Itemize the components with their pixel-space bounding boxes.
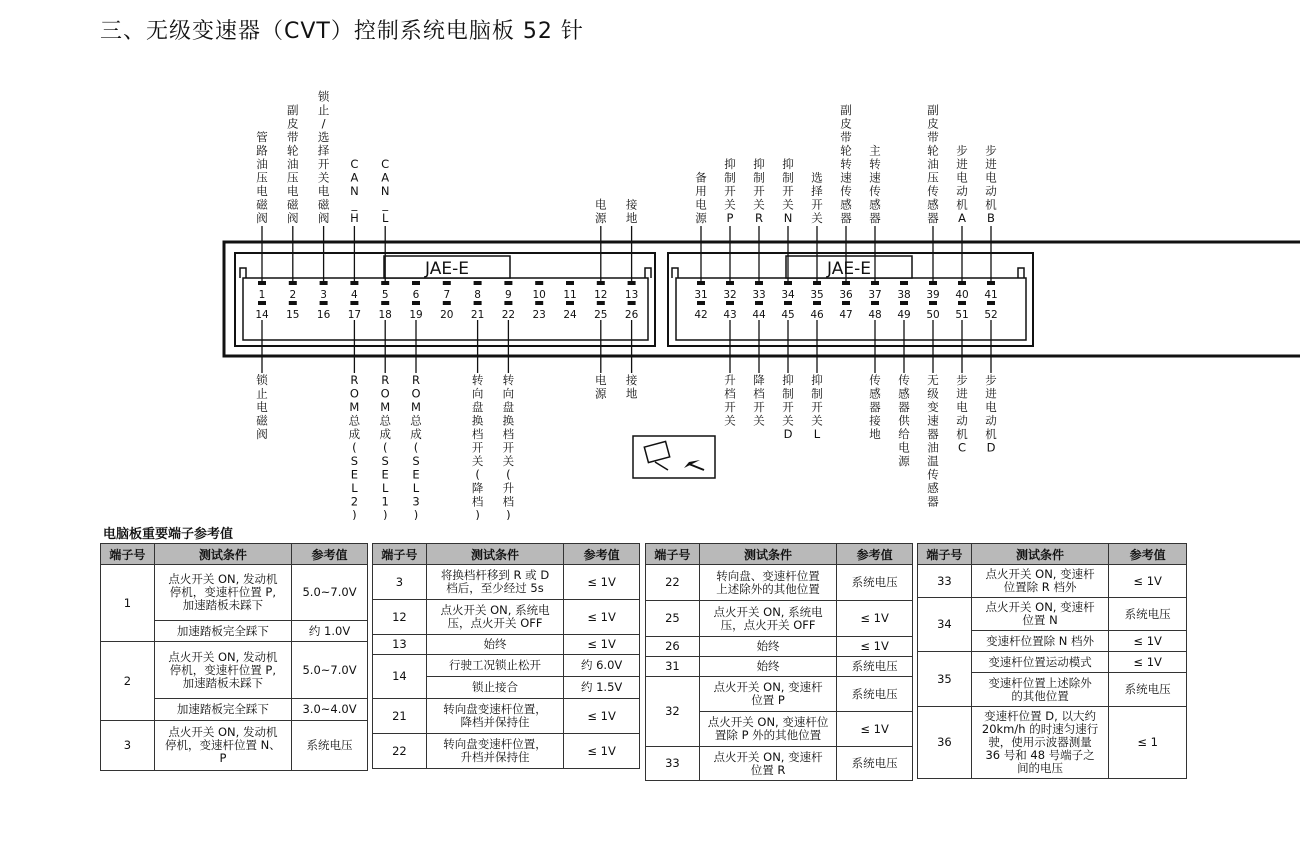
pin-16-contact bbox=[320, 301, 328, 305]
value-cell: ≤ 1V bbox=[564, 699, 640, 734]
terminal-cell: 34 bbox=[918, 598, 972, 652]
pin-21-contact bbox=[474, 301, 482, 305]
pin-12-number: 12 bbox=[594, 289, 608, 301]
pin-10-number: 10 bbox=[532, 289, 546, 301]
pin-22-number: 22 bbox=[501, 309, 516, 321]
page-title: 三、无级变速器（CVT）控制系统电脑板 52 针 bbox=[100, 19, 584, 44]
pin-40-number: 40 bbox=[955, 289, 969, 301]
value-cell: 系统电压 bbox=[837, 565, 913, 601]
pin-11-contact bbox=[566, 281, 574, 285]
pin-15-contact bbox=[289, 301, 297, 305]
pin-43-number: 43 bbox=[723, 309, 737, 321]
col-header-value: 参考值 bbox=[1109, 544, 1187, 565]
condition-cell: 变速杆位置 D, 以大约 20km/h 的时速匀速行 驶，使用示波器测量 36 号和 48 号端子之 间的电压 bbox=[971, 707, 1109, 779]
condition-cell: 加速踏板完全踩下 bbox=[154, 621, 291, 642]
condition-cell: 始终 bbox=[699, 657, 836, 677]
pin-50-number: 50 bbox=[926, 309, 940, 321]
terminal-cell: 31 bbox=[646, 657, 700, 677]
col-header-terminal: 端子号 bbox=[646, 544, 700, 565]
bottom-label-pin-14: 锁止电磁阀 bbox=[256, 373, 268, 441]
terminal-cell: 14 bbox=[373, 655, 427, 699]
value-cell: ≤ 1V bbox=[564, 565, 640, 600]
pin-33-number: 33 bbox=[752, 289, 766, 301]
top-label-pin-12: 电源 bbox=[595, 197, 607, 225]
terminal-cell: 12 bbox=[373, 600, 427, 635]
bottom-label-pin-25: 电源 bbox=[595, 373, 607, 401]
bottom-label-pin-52: 步进电动机 D bbox=[985, 373, 997, 455]
value-cell: 系统电压 bbox=[1109, 598, 1187, 631]
pin-43-contact bbox=[726, 301, 734, 305]
connector-probe-icon bbox=[633, 436, 715, 478]
condition-cell: 始终 bbox=[699, 637, 836, 657]
condition-cell: 点火开关 ON, 发动机 停机，变速杆位置 P, 加速踏板未踩下 bbox=[154, 642, 291, 699]
pin-50-contact bbox=[929, 301, 937, 305]
bottom-label-pin-48: 传感器接地 bbox=[869, 373, 881, 441]
col-header-condition: 测试条件 bbox=[426, 544, 563, 565]
pin-18-number: 18 bbox=[378, 309, 392, 321]
value-cell: 5.0~7.0V bbox=[292, 565, 368, 621]
terminal-cell: 22 bbox=[646, 565, 700, 601]
col-header-terminal: 端子号 bbox=[373, 544, 427, 565]
terminal-cell: 22 bbox=[373, 734, 427, 769]
pin-51-number: 51 bbox=[955, 309, 969, 321]
pin-41-number: 41 bbox=[984, 289, 998, 301]
condition-cell: 点火开关 ON, 变速杆 位置 P bbox=[699, 677, 836, 712]
pin-26-contact bbox=[628, 301, 636, 305]
col-header-value: 参考值 bbox=[292, 544, 368, 565]
pin-14-contact bbox=[258, 301, 266, 305]
pin-47-number: 47 bbox=[839, 309, 853, 321]
top-label-pin-2: 副皮带轮油压电磁阀 bbox=[287, 103, 299, 225]
condition-cell: 点火开关 ON, 系统电 压，点火开关 OFF bbox=[426, 600, 563, 635]
pin-17-contact bbox=[350, 301, 358, 305]
bottom-label-pin-22: 转向盘换档开关(升档) bbox=[502, 373, 515, 520]
value-cell: ≤ 1V bbox=[1109, 631, 1187, 652]
bottom-label-pin-44: 降档开关 bbox=[753, 373, 765, 428]
condition-cell: 加速踏板完全踩下 bbox=[154, 699, 291, 721]
pin-7-contact bbox=[443, 281, 451, 285]
value-cell: 系统电压 bbox=[292, 721, 368, 771]
pin-45-contact bbox=[784, 301, 792, 305]
pin-36-number: 36 bbox=[839, 289, 853, 301]
terminal-cell: 13 bbox=[373, 635, 427, 655]
top-label-pin-41: 步进电动机 B bbox=[985, 143, 997, 225]
pin-46-contact bbox=[813, 301, 821, 305]
value-cell: ≤ 1V bbox=[1109, 565, 1187, 598]
pin-52-number: 52 bbox=[984, 309, 998, 321]
pin-13-number: 13 bbox=[624, 289, 639, 301]
col-header-terminal: 端子号 bbox=[101, 544, 155, 565]
terminal-cell: 21 bbox=[373, 699, 427, 734]
pin-51-contact bbox=[958, 301, 966, 305]
value-cell: ≤ 1V bbox=[837, 637, 913, 657]
top-label-pin-13: 接地 bbox=[625, 197, 638, 225]
pin-19-contact bbox=[412, 301, 420, 305]
pin-1-number: 1 bbox=[258, 289, 266, 301]
top-label-pin-3: 锁止/选择开关电磁阀 bbox=[317, 89, 330, 225]
terminal-cell: 35 bbox=[918, 652, 972, 707]
value-cell: 3.0~4.0V bbox=[292, 699, 368, 721]
top-label-pin-1: 管路油压电磁阀 bbox=[256, 130, 268, 225]
bottom-label-pin-45: 抑制开关 D bbox=[782, 373, 794, 441]
terminal-cell: 3 bbox=[101, 721, 155, 771]
terminal-cell: 33 bbox=[918, 565, 972, 598]
pin-48-number: 48 bbox=[868, 309, 882, 321]
pin-8-contact bbox=[474, 281, 482, 285]
reference-table-2 bbox=[372, 543, 640, 769]
condition-cell: 点火开关 ON, 变速杆 位置 R bbox=[699, 747, 836, 781]
top-label-pin-34: 抑制开关 N bbox=[782, 157, 794, 225]
pin-17-number: 17 bbox=[347, 309, 362, 321]
pin-44-number: 44 bbox=[752, 309, 766, 321]
pin-38-contact bbox=[900, 281, 908, 285]
col-header-value: 参考值 bbox=[564, 544, 640, 565]
value-cell: ≤ 1V bbox=[837, 712, 913, 747]
condition-cell: 点火开关 ON, 变速杆 位置 N bbox=[971, 598, 1109, 631]
top-label-pin-37: 主转速传感器 bbox=[869, 143, 881, 225]
terminal-cell: 32 bbox=[646, 677, 700, 747]
value-cell: ≤ 1 bbox=[1109, 707, 1187, 779]
pin-11-number: 11 bbox=[563, 289, 577, 301]
pin-26-number: 26 bbox=[624, 309, 639, 321]
value-cell: 约 6.0V bbox=[564, 655, 640, 677]
left-connector-label: JAE-E bbox=[425, 259, 469, 279]
pin-23-contact bbox=[535, 301, 543, 305]
pin-45-number: 45 bbox=[781, 309, 795, 321]
terminal-cell: 33 bbox=[646, 747, 700, 781]
pin-6-number: 6 bbox=[412, 289, 420, 301]
pin-24-number: 24 bbox=[563, 309, 577, 321]
pin-8-number: 8 bbox=[474, 289, 481, 301]
pin-20-contact bbox=[443, 301, 451, 305]
pin-9-number: 9 bbox=[505, 289, 512, 301]
condition-cell: 点火开关 ON, 系统电 压，点火开关 OFF bbox=[699, 601, 836, 637]
pin-21-number: 21 bbox=[470, 309, 485, 321]
pin-7-number: 7 bbox=[443, 289, 451, 301]
value-cell: ≤ 1V bbox=[564, 734, 640, 769]
pin-2-number: 2 bbox=[289, 289, 297, 301]
pin-15-number: 15 bbox=[286, 309, 300, 321]
pin-46-number: 46 bbox=[810, 309, 824, 321]
pin-5-number: 5 bbox=[381, 289, 389, 301]
condition-cell: 点火开关 ON, 变速杆位 置除 P 外的其他位置 bbox=[699, 712, 836, 747]
terminal-cell: 25 bbox=[646, 601, 700, 637]
reference-heading: 电脑板重要端子参考值 bbox=[103, 527, 234, 542]
top-label-pin-5: C A N _ L bbox=[380, 157, 390, 225]
bottom-label-pin-19: R O M 总成( S E L 3 ) bbox=[410, 373, 422, 520]
pin-34-number: 34 bbox=[781, 289, 795, 301]
value-cell: 系统电压 bbox=[837, 677, 913, 712]
bottom-label-pin-21: 转向盘换档开关(降档) bbox=[471, 373, 484, 520]
pin-3-number: 3 bbox=[320, 289, 327, 301]
pin-23-number: 23 bbox=[532, 309, 546, 321]
terminal-cell: 2 bbox=[101, 642, 155, 721]
condition-cell: 变速杆位置上述除外 的其他位置 bbox=[971, 673, 1109, 707]
top-label-pin-4: C A N _ H bbox=[350, 157, 359, 225]
top-label-pin-35: 选择开关 bbox=[811, 170, 823, 225]
bottom-label-pin-17: R O M 总成( S E L 2 ) bbox=[348, 373, 361, 520]
condition-cell: 行驶工况锁止松开 bbox=[426, 655, 563, 677]
col-header-condition: 测试条件 bbox=[699, 544, 836, 565]
pin-14-number: 14 bbox=[255, 309, 269, 321]
pin-18-contact bbox=[381, 301, 389, 305]
condition-cell: 将换档杆移到 R 或 D 档后，至少经过 5s bbox=[426, 565, 563, 600]
col-header-condition: 测试条件 bbox=[154, 544, 291, 565]
pin-48-contact bbox=[871, 301, 879, 305]
bottom-label-pin-50: 无级变速器油温传感器 bbox=[927, 373, 939, 509]
latch-left-2 bbox=[645, 268, 651, 278]
latch-left-1 bbox=[240, 268, 246, 278]
value-cell: ≤ 1V bbox=[1109, 652, 1187, 673]
pin-20-number: 20 bbox=[440, 309, 454, 321]
condition-cell: 转向盘、变速杆位置 上述除外的其他位置 bbox=[699, 565, 836, 601]
top-label-pin-32: 抑制开关 P bbox=[724, 157, 736, 225]
col-header-terminal: 端子号 bbox=[918, 544, 972, 565]
pin-19-number: 19 bbox=[409, 309, 423, 321]
bottom-label-pin-26: 接地 bbox=[625, 373, 638, 401]
bottom-label-pin-49: 传感器供给电源 bbox=[898, 373, 910, 468]
bottom-label-pin-43: 升档开关 bbox=[724, 373, 736, 428]
condition-cell: 转向盘变速杆位置， 降档并保持住 bbox=[426, 699, 563, 734]
pin-24-contact bbox=[566, 301, 574, 305]
top-label-pin-36: 副皮带轮转速传感器 bbox=[840, 103, 852, 225]
pin-47-contact bbox=[842, 301, 850, 305]
condition-cell: 点火开关 ON, 发动机 停机，变速杆位置 P, 加速踏板未踩下 bbox=[154, 565, 291, 621]
terminal-cell: 26 bbox=[646, 637, 700, 657]
reference-table-1 bbox=[100, 543, 368, 771]
condition-cell: 点火开关 ON, 发动机 停机，变速杆位置 N、 P bbox=[154, 721, 291, 771]
terminal-cell: 1 bbox=[101, 565, 155, 642]
pin-25-number: 25 bbox=[594, 309, 608, 321]
condition-cell: 变速杆位置运动模式 bbox=[971, 652, 1109, 673]
right-connector-label: JAE-E bbox=[827, 259, 871, 279]
value-cell: 约 1.5V bbox=[564, 677, 640, 699]
pin-37-number: 37 bbox=[868, 289, 882, 301]
value-cell: ≤ 1V bbox=[564, 635, 640, 655]
col-header-condition: 测试条件 bbox=[971, 544, 1109, 565]
value-cell: 系统电压 bbox=[1109, 673, 1187, 707]
top-label-pin-31: 备用电源 bbox=[695, 170, 707, 225]
pin-49-number: 49 bbox=[897, 309, 911, 321]
condition-cell: 点火开关 ON, 变速杆 位置除 R 档外 bbox=[971, 565, 1109, 598]
pin-38-number: 38 bbox=[897, 289, 911, 301]
pin-6-contact bbox=[412, 281, 420, 285]
pin-39-number: 39 bbox=[926, 289, 940, 301]
pin-42-contact bbox=[697, 301, 705, 305]
col-header-value: 参考值 bbox=[837, 544, 913, 565]
pin-32-number: 32 bbox=[723, 289, 737, 301]
pin-31-number: 31 bbox=[694, 289, 708, 301]
pin-25-contact bbox=[597, 301, 605, 305]
bottom-label-pin-51: 步进电动机 C bbox=[956, 373, 968, 455]
pin-16-number: 16 bbox=[316, 309, 331, 321]
value-cell: 5.0~7.0V bbox=[292, 642, 368, 699]
pin-10-contact bbox=[535, 281, 543, 285]
value-cell: 系统电压 bbox=[837, 657, 913, 677]
top-label-pin-39: 副皮带轮油压传感器 bbox=[927, 103, 939, 225]
reference-table-4 bbox=[917, 543, 1187, 779]
top-label-pin-33: 抑制开关 R bbox=[753, 157, 765, 225]
terminal-cell: 36 bbox=[918, 707, 972, 779]
condition-cell: 锁止接合 bbox=[426, 677, 563, 699]
condition-cell: 变速杆位置除 N 档外 bbox=[971, 631, 1109, 652]
condition-cell: 始终 bbox=[426, 635, 563, 655]
latch-right-1 bbox=[672, 268, 678, 278]
pin-42-number: 42 bbox=[694, 309, 708, 321]
bottom-label-pin-46: 抑制开关 L bbox=[811, 373, 823, 441]
pin-4-number: 4 bbox=[351, 289, 358, 301]
pin-52-contact bbox=[987, 301, 995, 305]
reference-table-3 bbox=[645, 543, 913, 781]
top-label-pin-40: 步进电动机 A bbox=[956, 143, 968, 225]
value-cell: 约 1.0V bbox=[292, 621, 368, 642]
pin-22-contact bbox=[504, 301, 512, 305]
condition-cell: 转向盘变速杆位置， 升档并保持住 bbox=[426, 734, 563, 769]
value-cell: ≤ 1V bbox=[837, 601, 913, 637]
value-cell: ≤ 1V bbox=[564, 600, 640, 635]
value-cell: 系统电压 bbox=[837, 747, 913, 781]
pin-49-contact bbox=[900, 301, 908, 305]
pin-9-contact bbox=[504, 281, 512, 285]
pin-44-contact bbox=[755, 301, 763, 305]
terminal-cell: 3 bbox=[373, 565, 427, 600]
pin-35-number: 35 bbox=[810, 289, 824, 301]
latch-right-2 bbox=[1018, 268, 1024, 278]
bottom-label-pin-18: R O M 总成( S E L 1 ) bbox=[379, 373, 391, 520]
